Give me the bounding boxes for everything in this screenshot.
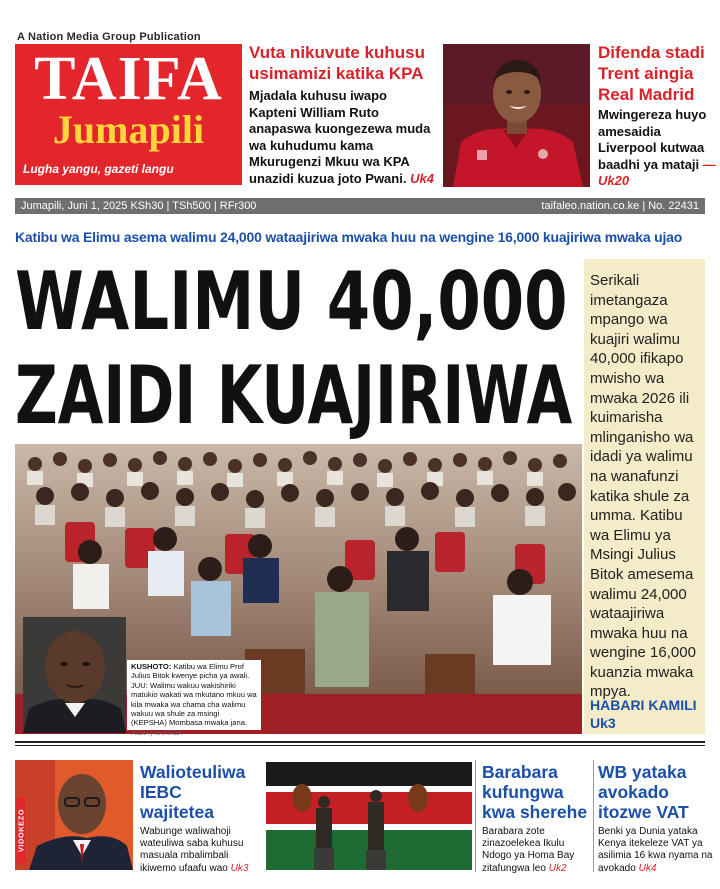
teaser-kpa-headline[interactable]: Vuta nikuvute kuhusu usimamizi katika KPA	[249, 43, 426, 83]
vidokezo-text: VIDOKEZO	[17, 798, 26, 864]
masthead-logo[interactable]	[15, 44, 242, 185]
trent-photo	[443, 44, 590, 187]
publication-line: A Nation Media Group Publication	[17, 31, 201, 43]
dateline-site-issue[interactable]: taifaleo.nation.co.ke | No. 22431	[541, 200, 699, 212]
teaser-trent-headline[interactable]: Difenda stadi Trent aingia Real Madrid	[598, 43, 705, 104]
footballer-illustration	[443, 44, 590, 187]
story-iebc-page-ref[interactable]: Uk3	[230, 862, 249, 874]
official-portrait-illustration	[15, 760, 133, 870]
story-iebc-body	[140, 826, 262, 875]
teaser-kpa-page-ref[interactable]: Uk4	[410, 170, 434, 186]
caption-credit: PICHA | MAKTABA	[131, 730, 183, 737]
story-wb-headline[interactable]: WB yataka avokado itozwe VAT	[598, 762, 689, 822]
lead-kicker: Katibu wa Elimu asema walimu 24,000 wataajiriwa mwaka huu na wengine 16,000 kuajiriwa mwaka ujao	[15, 229, 683, 245]
teaser-kpa-text: Mjadala kuhusu iwapo Kapteni William Ruto anapaswa kuongezewa muda wa kuhudumu kama Mkurugenzi Mkuu wa KPA unazidi kuzua joto Pwani.	[249, 88, 431, 186]
iebc-photo	[15, 760, 133, 870]
caption-text: Katibu wa Elimu Prof Julius Bitok kwenye picha ya awali. JUU: Walimu wakuu wakishiriki matukio wakati wa mkutano mkuu wa kila mwaka wa chama cha walimu wakuu wa shule za msingi (KEPSHA) Mombasa mwaka jana.	[131, 662, 257, 728]
lead-headline-line-2[interactable]: ZAIDI KUAJIRIWA	[15, 349, 573, 442]
dateline-date-price: Jumapili, Juni 1, 2025 KSh30 | TSh500 | RFr300	[21, 200, 257, 212]
teaser-trent-text: Mwingereza huyo amesaidia Liverpool kutwaa baadhi ya mataji	[598, 107, 707, 172]
side-story-text: Serikali imetangaza mpango wa kuajiri walimu 40,000 ifikapo mwisho wa mwaka 2026 ili kuimarisha mlinganisho wa idadi ya walimu na wanafunzi katika shule za umma. Katibu wa Elimu ya Msingi Julius Bitok amesema walimu 24,000 wataajiriwa mwaka huu na wengine 16,000 kuanzia mwaka mpya.	[590, 272, 696, 701]
photo-caption	[127, 660, 261, 737]
portrait-illustration	[23, 617, 126, 733]
story-iebc-headline[interactable]: Walioteuliwa IEBC wajitetea	[140, 762, 246, 822]
teaser-trent-body	[598, 107, 716, 190]
story-wb-page-ref[interactable]: Uk4	[638, 862, 657, 874]
teaser-trent-page-ref[interactable]: — Uk20	[598, 156, 716, 188]
story-barabara-body	[482, 826, 590, 875]
masthead-title: TAIFA	[34, 45, 223, 113]
inset-photo-bitok	[23, 617, 126, 733]
story-wb-body	[598, 826, 713, 875]
story-wb-text: Benki ya Dunia yataka Kenya itekeleze VAT ya asilimia 16 kwa nyama na avokado	[598, 826, 713, 874]
bottom-separator	[15, 741, 705, 746]
caption-label: KUSHOTO:	[131, 662, 172, 671]
masthead-subtitle: Jumapili	[52, 107, 205, 152]
vidokezo-label	[16, 798, 26, 868]
story-barabara-page-ref[interactable]: Uk2	[548, 862, 567, 874]
flag-scene-illustration	[266, 762, 472, 870]
column-divider	[475, 760, 476, 872]
column-divider	[593, 760, 594, 872]
story-barabara-headline[interactable]: Barabara kufungwa kwa sherehe	[482, 762, 588, 822]
story-barabara-text: Barabara zote zinazoelekea Ikulu Ndogo ya Homa Bay zitafungwa leo	[482, 826, 575, 874]
homa-bay-photo	[266, 762, 472, 870]
masthead-tagline: Lugha yangu, gazeti langu	[23, 162, 174, 176]
lead-headline-line-1[interactable]: WALIMU 40,000	[15, 255, 568, 348]
dateline-bar	[15, 198, 705, 214]
side-story-more-link[interactable]: HABARI KAMILI Uk3	[590, 697, 697, 731]
teaser-kpa-body	[249, 88, 434, 187]
story-iebc-text: Wabunge waliwahoji wateuliwa saba kuhusu masuala mbalimbali ikiwemo ufaafu wao	[140, 826, 244, 874]
